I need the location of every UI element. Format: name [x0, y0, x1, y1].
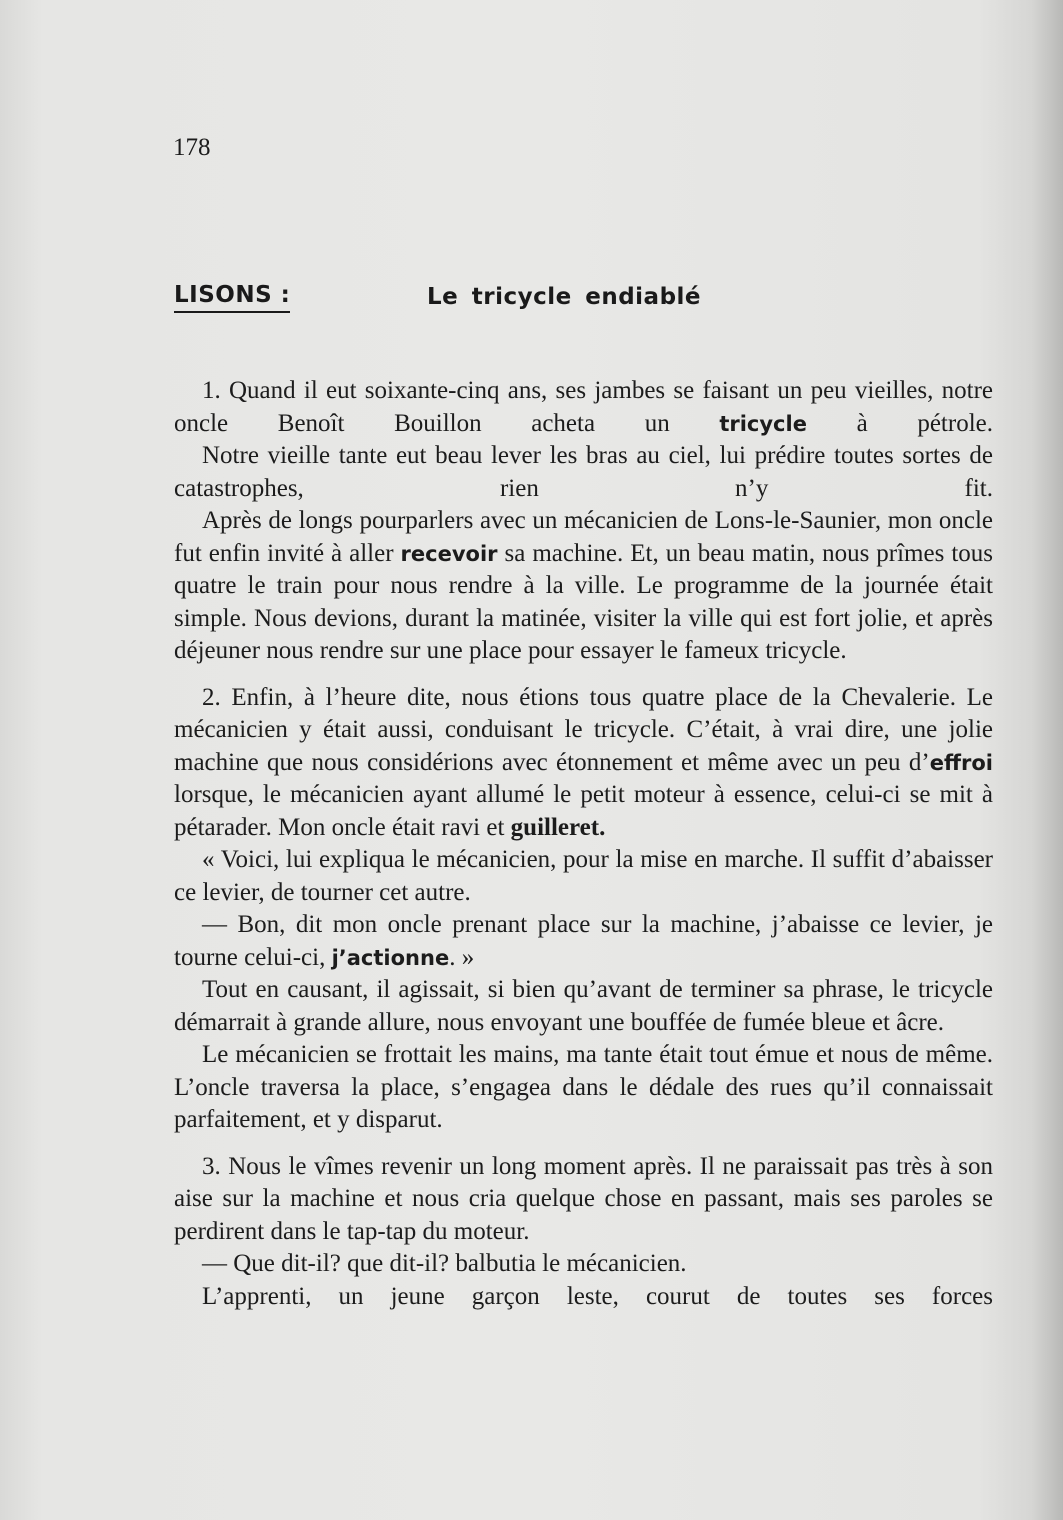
- bold-word: effroi: [929, 750, 993, 775]
- paragraph-9: 3. Nous le vîmes revenir un long moment après. Il ne paraissait pas très à son aise sur la machine et nous cria quelque chose en passant, mais ses paroles se perdirent dans le tap-tap du moteur.: [174, 1152, 993, 1245]
- section-label: LISONS :: [174, 282, 290, 313]
- paragraph-3: Après de longs pourparlers avec un mécanicien de Lons-le-Saunier, mon oncle fut enfin invité à aller recevoir sa machine. Et, un beau matin, nous prîmes tous quatre le train pour nous rendre à la ville. Le programme de la journée était simple. Nous devions, durant la matinée, visiter la ville qui est fort jolie, et après déjeuner nous rendre sur une place pour essayer le fameux tricycle.: [174, 507, 993, 664]
- paragraph-6: — Bon, dit mon oncle prenant place sur la machine, j’abaisse ce levier, je tourne celui-ci, j’actionne. »: [174, 911, 993, 971]
- bold-word: tricycle: [719, 411, 807, 436]
- paragraph-8: Le mécanicien se frottait les mains, ma tante était tout émue et nous de même. L’oncle traversa la place, s’engagea dans le dédale des rues qu’il connaissait parfaitement, et y disparut.: [174, 1041, 993, 1133]
- paragraph-5: « Voici, lui expliqua le mécanicien, pour la mise en marche. Il suffit d’abaisser ce levier, de tourner cet autre.: [174, 846, 993, 906]
- reading-title: Le tricycle endiablé: [427, 284, 702, 310]
- bold-word: guilleret.: [510, 813, 606, 841]
- paragraph-2: Notre vieille tante eut beau lever les bras au ciel, lui prédire toutes sortes de catastrophes, rien n’y fit.: [174, 442, 993, 502]
- paragraph-4: 2. Enfin, à l’heure dite, nous étions tous quatre place de la Chevalerie. Le mécanicien y était aussi, conduisant le tricycle. C’était, à vrai dire, une jolie machine que nous considérions avec étonnement et même avec un peu d’effroi lorsque, le mécanicien ayant allumé le petit moteur à essence, celui-ci se mit à pétarader. Mon oncle était ravi et guilleret.: [174, 683, 993, 841]
- paragraph-10: — Que dit-il? que dit-il? balbutia le mécanicien.: [202, 1250, 687, 1277]
- paragraph-7: Tout en causant, il agissait, si bien qu’avant de terminer sa phrase, le tricycle démarrait à grande allure, nous envoyant une bouffée de fumée bleue et âcre.: [174, 976, 993, 1036]
- paragraph-1: 1. Quand il eut soixante-cinq ans, ses jambes se faisant un peu vieilles, notre oncle Benoît Bouillon acheta un tricycle à pétrole.: [174, 377, 993, 437]
- page-number: 178: [173, 134, 211, 161]
- bold-word: j’actionne: [331, 945, 450, 970]
- paragraph-11: L’apprenti, un jeune garçon leste, courut de toutes ses forces: [202, 1282, 993, 1310]
- bold-word: recevoir: [400, 541, 498, 566]
- reading-text: [174, 375, 993, 1313]
